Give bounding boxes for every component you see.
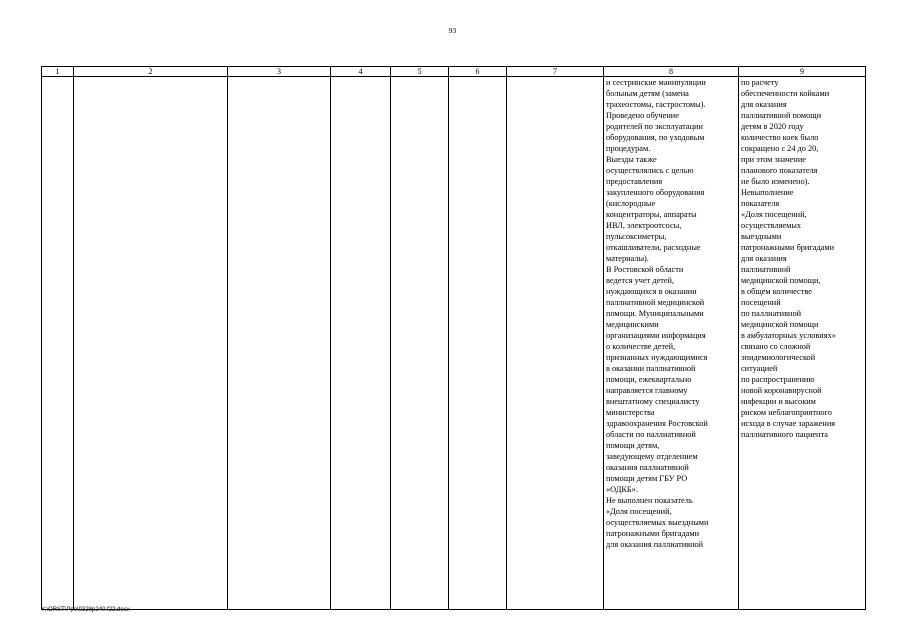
text-line: Выезды также xyxy=(606,155,657,164)
column-header: 6 xyxy=(449,67,507,77)
column-header: 4 xyxy=(331,67,391,77)
text-line: осуществляемых xyxy=(741,221,802,230)
text-line: паллиативной медицинской xyxy=(606,298,705,307)
text-line: пульсоксиметры, xyxy=(606,232,667,241)
text-line: медицинской помощи, xyxy=(741,276,821,285)
text-line: откашливатели, расходные xyxy=(606,243,701,252)
text-line: области по паллиативной xyxy=(606,430,696,439)
text-line: патронажными бригадами xyxy=(741,243,835,252)
text-line: для оказания xyxy=(741,254,787,263)
text-line: количество коек было xyxy=(741,133,819,142)
text-line: помощи детям ГБУ РО xyxy=(606,474,688,483)
text-line: по паллиативной xyxy=(741,309,802,318)
text-line: в общем количестве xyxy=(741,287,812,296)
text-line: новой коронавирусной xyxy=(741,386,822,395)
text-line: медицинской помощи xyxy=(741,320,819,329)
text-line: нуждающихся в оказании xyxy=(606,287,697,296)
text-line: паллиативного пациента xyxy=(741,430,828,439)
column-header: 2 xyxy=(74,67,228,77)
text-line: медицинскими xyxy=(606,320,659,329)
text-line: ИВЛ, электроотсосы, xyxy=(606,221,682,230)
text-line: направляется главному xyxy=(606,386,688,395)
text-line: показателя xyxy=(741,199,780,208)
table-cell-col9-text xyxy=(739,77,866,610)
text-line: организациями информация xyxy=(606,331,706,340)
text-line: связано со сложной xyxy=(741,342,811,351)
text-line: заведующему отделением xyxy=(606,452,698,461)
text-line: концентраторы, аппараты xyxy=(606,210,697,219)
text-line: о количестве детей, xyxy=(606,342,676,351)
text-line: планового показателя xyxy=(741,166,818,175)
text-line: Не выполнен показатель xyxy=(606,496,693,505)
text-line: «ОДКБ». xyxy=(606,485,638,494)
table-cell-col8-text xyxy=(604,77,739,610)
text-line: закупленного оборудования xyxy=(606,188,705,197)
text-line: помощи. Муниципальными xyxy=(606,309,704,318)
text-line: эпидемиологической xyxy=(741,353,816,362)
header-row xyxy=(42,67,866,77)
text-line: Невыполнение xyxy=(741,188,794,197)
text-line: здравоохранения Ростовской xyxy=(606,419,708,428)
text-line: родителей по эксплуатации xyxy=(606,122,703,131)
table-row xyxy=(42,77,866,610)
text-line: сокращено с 24 до 20, xyxy=(741,144,819,153)
table-cell xyxy=(331,77,391,610)
table-cell xyxy=(228,77,331,610)
text-line: риском неблагоприятного xyxy=(741,408,832,417)
text-line: патронажными бригадами xyxy=(606,529,700,538)
text-line: ситуацией xyxy=(741,364,778,373)
text-line: оборудования, по уходовым xyxy=(606,133,705,142)
text-line: трахеостомы, гастростомы). xyxy=(606,100,706,109)
column-header: 8 xyxy=(604,67,739,77)
document-table xyxy=(41,66,866,610)
text-line: больным детям (замена xyxy=(606,89,689,98)
table-cell xyxy=(391,77,449,610)
text-line: инфекции и высоким xyxy=(741,397,816,406)
text-line: для оказания паллиативной xyxy=(606,540,704,549)
text-line: оказания паллиативной xyxy=(606,463,689,472)
text-line: (кислородные xyxy=(606,199,656,208)
text-line: для оказания xyxy=(741,100,787,109)
text-line: «Доля посещений, xyxy=(606,507,672,516)
text-line: паллиативной помощи xyxy=(741,111,822,120)
text-line: предоставления xyxy=(606,177,663,186)
table-cell xyxy=(42,77,74,610)
text-line: выездными xyxy=(741,232,782,241)
column-header: 7 xyxy=(507,67,604,77)
text-line: В Ростовской области xyxy=(606,265,684,274)
text-line: материалы). xyxy=(606,254,649,263)
footer-file-path: Y:\ORST\Ppo\0328p240.f22.docx xyxy=(41,607,130,613)
page-number: 93 xyxy=(448,26,457,35)
text-line: в амбулаторных условиях» xyxy=(741,331,836,340)
column-header: 1 xyxy=(42,67,74,77)
text-line: признанных нуждающимися xyxy=(606,353,708,362)
column-header: 3 xyxy=(228,67,331,77)
text-line: по расчету xyxy=(741,78,779,87)
text-line: в оказании паллиативной xyxy=(606,364,696,373)
text-line: по распространению xyxy=(741,375,815,384)
text-line: при этом значение xyxy=(741,155,806,164)
table-cell xyxy=(74,77,228,610)
column-header: 5 xyxy=(391,67,449,77)
text-line: Проведено обучение xyxy=(606,111,679,120)
text-line: «Доля посещений, xyxy=(741,210,807,219)
table-cell xyxy=(449,77,507,610)
column-header: 9 xyxy=(739,67,866,77)
text-line: помощи, ежеквартально xyxy=(606,375,692,384)
text-line: обеспеченности койками xyxy=(741,89,830,98)
text-line: процедурам. xyxy=(606,144,651,153)
text-line: детям в 2020 году xyxy=(741,122,804,131)
text-line: осуществлялись с целью xyxy=(606,166,694,175)
text-line: и сестринские манипуляции xyxy=(606,78,706,87)
text-line: ведется учет детей, xyxy=(606,276,675,285)
text-line: исхода в случае заражения xyxy=(741,419,836,428)
text-line: внештатному специалисту xyxy=(606,397,700,406)
text-line: не было изменено). xyxy=(741,177,810,186)
text-line: осуществляемых выездными xyxy=(606,518,709,527)
text-line: паллиативной xyxy=(741,265,791,274)
text-line: посещений xyxy=(741,298,781,307)
text-line: министерства xyxy=(606,408,655,417)
text-line: помощи детям, xyxy=(606,441,660,450)
table-cell xyxy=(507,77,604,610)
